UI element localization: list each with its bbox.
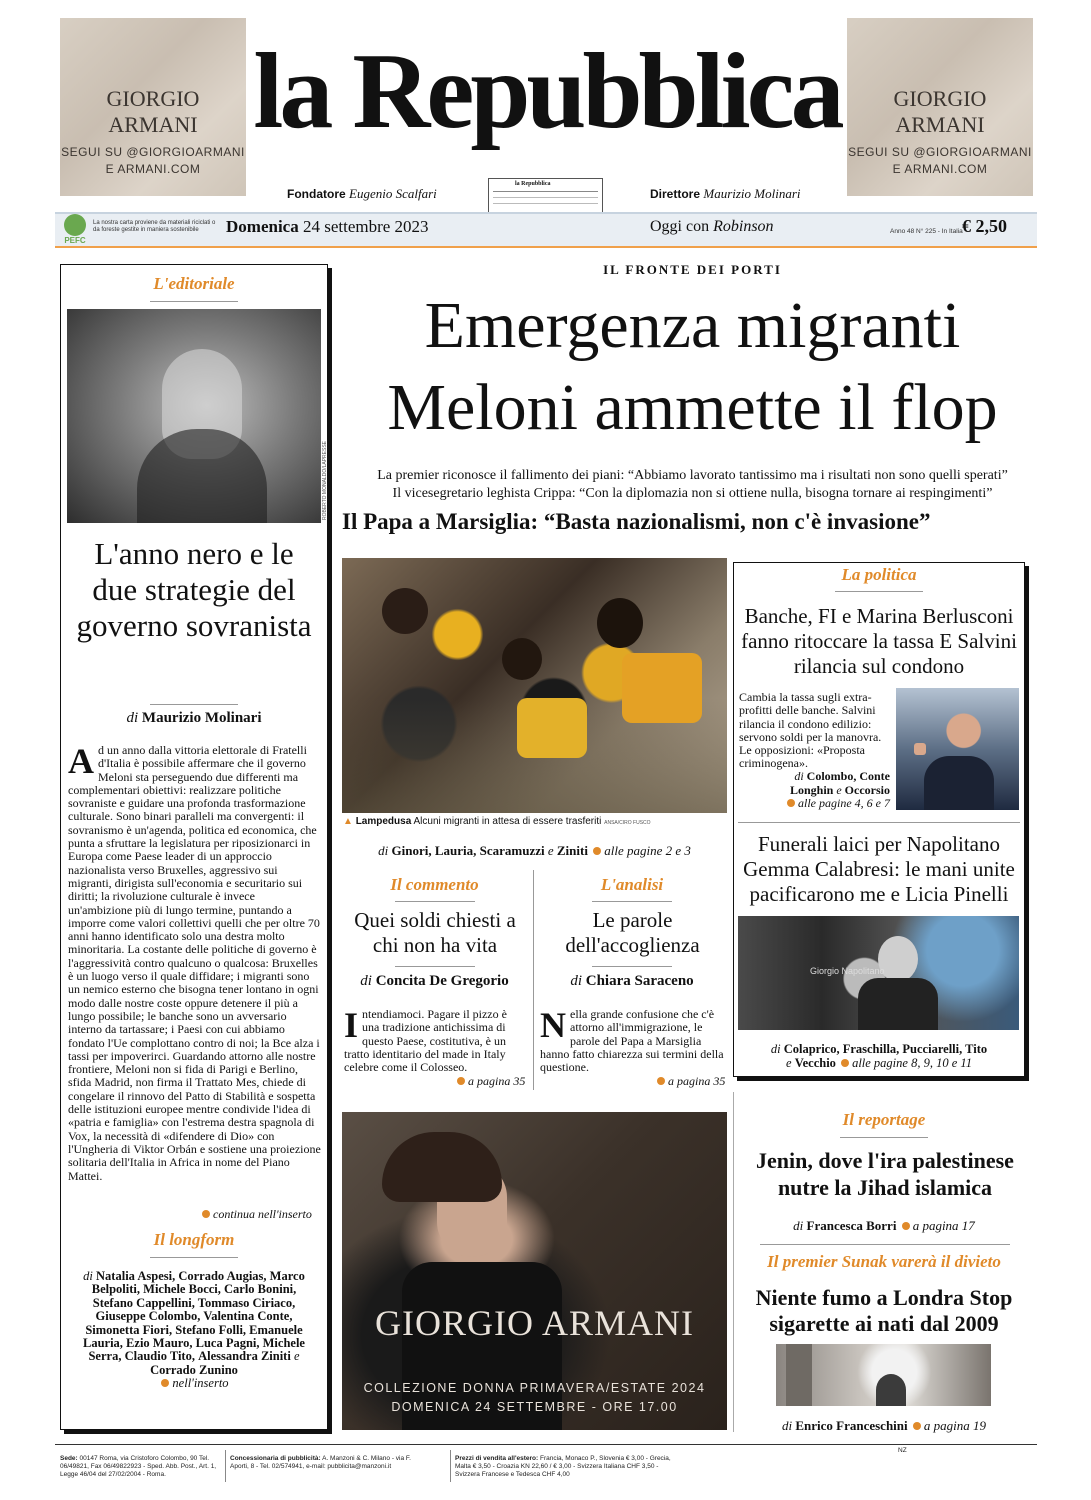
politica-body: Cambia la tassa sugli extra-profitti delle banche. Salvini rilancia il condono edilizio: servono soldi per la manovra. Le opposizioni: «Proposta criminogena». [739, 690, 882, 771]
ad-line: E ARMANI.COM [105, 162, 201, 176]
commento-page[interactable]: a pagina 35 [455, 1074, 525, 1089]
column-divider [533, 870, 534, 1090]
today-with: Oggi con Robinson [650, 218, 774, 235]
ad-brand: GIORGIO ARMANI [106, 86, 200, 137]
sunak-headline[interactable]: Niente fumo a Londra Stop sigarette ai nati dal 2009 [755, 1285, 1013, 1336]
analisi-page[interactable]: a pagina 35 [655, 1074, 725, 1089]
commento-category: Il commento [390, 875, 479, 894]
ad-line: COLLEZIONE DONNA PRIMAVERA/ESTATE 2024 [363, 1381, 706, 1395]
lead-headline-2[interactable]: Meloni ammette il flop [387, 371, 998, 444]
sunak-byline[interactable]: di Enrico Franceschini a pagina 19 [781, 1418, 987, 1433]
issue-date [226, 217, 429, 237]
footer-col-pubblicita: Concessionaria di pubblicità: A. Manzoni & C. Milano - via F. Aporti, 8 - Tel. 02/574941, e-mail: pubblicita@manzoni.it [230, 1455, 411, 1470]
funerali-headline[interactable]: Funerali laici per Napolitano Gemma Calabresi: le mani unite pacificarono me e Licia Pinelli [743, 832, 1015, 906]
lead-summary-2: Il vicesegretario leghista Crippa: “Con la diplomazia non si ottiene nulla, bisogna tornare ai respingimenti” [392, 486, 993, 501]
editorial-headline: L'anno nero e le due strategie del governo sovranista [76, 536, 312, 643]
commento-headline[interactable]: Quei soldi chiesti a chi non ha vita [354, 908, 516, 957]
editorial-continue[interactable]: continua nell'inserto [200, 1207, 312, 1222]
meloni-photo [67, 309, 321, 523]
director-label: Direttore [650, 187, 701, 201]
politica-category: La politica [841, 565, 917, 584]
lead-byline[interactable]: di Ginori, Lauria, Scaramuzzi e Ziniti alle pagine 2 e 3 [378, 843, 691, 858]
paper-note: La nostra carta proviene da materiali riciclati o da foreste gestite in maniera sostenibile [93, 220, 216, 233]
ad-brand: GIORGIO ARMANI [893, 86, 987, 137]
footer-code: NZ [898, 1447, 907, 1454]
founder-line [287, 186, 437, 202]
reportage-byline[interactable]: di Francesca Borri a pagina 17 [793, 1218, 975, 1233]
longform-byline: di Natalia Aspesi, Corrado Augias, Marco Belpoliti, Michele Bocci, Carlo Bonini, Stefano Cappellini, Tommaso Ciriaco, Giuseppe Colombo, Valentina Conte, Simonetta Fiori, Stefano Folli, Emanuele Lauria, Ezio Mauro, Luca Pagni, Michele Serra, Claudio Tito, Alessandra Ziniti e Corrado Zunino nell'inserto [83, 1269, 305, 1391]
issue-info: Anno 48 N° 225 - In Italia [890, 228, 963, 235]
analisi-byline: di Chiara Saraceno [570, 973, 694, 989]
analisi-headline[interactable]: Le parole dell'accoglienza [565, 908, 700, 957]
lampedusa-photo [342, 558, 727, 813]
salvini-photo [896, 688, 1019, 810]
ad-line: E ARMANI.COM [892, 162, 988, 176]
bullet-icon [787, 799, 795, 807]
lead-photo-caption: ▲ Lampedusa Alcuni migranti in attesa di essere trasferiti ANSA/CIRO FUSCO [343, 816, 651, 827]
analisi-body: Nella grande confusione che c'è attorno all'immigrazione, le parole del Papa a Marsiglia hanno fatto chiarezza sui termini della questione. [540, 1005, 724, 1075]
caption-triangle-icon: ▲ [343, 816, 353, 827]
commento-byline: di Concita De Gregorio [360, 973, 509, 989]
bullet-icon [593, 847, 601, 855]
reportage-category: Il reportage [842, 1110, 926, 1129]
column-divider [733, 1092, 734, 1432]
editorial-category: L'editoriale [153, 274, 235, 293]
lead-subhead[interactable]: Il Papa a Marsiglia: “Basta nazionalismi, non c'è invasione” [342, 509, 931, 534]
analisi-category: L'analisi [600, 875, 664, 894]
bullet-icon [902, 1222, 910, 1230]
bullet-icon [841, 1059, 849, 1067]
bullet-icon [657, 1077, 665, 1085]
footer-col-prezzi: Prezzi di vendita all'estero: Francia, Monaco P., Slovenia € 3,00 - Grecia, Malta € 3,50 - Croazia KN 22,60 / € 3,00 - Svizzera Italiana CHF 3,50 - Svizzera Francese e Tedesca CHF 4,00 [455, 1455, 671, 1478]
politica-byline[interactable]: di Colombo, Conte Longhin e Occorsio alle pagine 4, 6 e 7 [770, 770, 890, 811]
ad-line: DOMENICA 24 SETTEMBRE - ORE 17.00 [391, 1400, 678, 1414]
napolitano-photo-caption: Giorgio Napolitano [810, 966, 885, 976]
bullet-icon [161, 1379, 169, 1387]
photo-credit: ROBERTO MONALDO/LAPRESSE [322, 440, 328, 520]
pefc-logo [60, 214, 90, 246]
footer-col-sede: Sede: 00147 Roma, via Cristoforo Colombo, 90 Tel. 06/49821, Fax 06/49822923 - Sped. Abb. Post., Art. 1, Legge 46/04 del 27/02/2004 - Roma. [60, 1455, 217, 1478]
lead-kicker: IL FRONTE DEI PORTI [603, 262, 782, 277]
director-line [650, 186, 801, 202]
ad-line: SEGUI SU @GIORGIOARMANI [61, 145, 245, 159]
date: 24 settembre 2023 [302, 217, 429, 236]
pefc-tree-icon [64, 214, 86, 236]
masthead-title[interactable]: la Repubblica [253, 32, 841, 151]
bullet-icon [457, 1077, 465, 1085]
armani-ad-right[interactable] [847, 18, 1033, 196]
napolitano-photo [738, 916, 1019, 1030]
funerali-byline[interactable]: di Colaprico, Fraschilla, Pucciarelli, Tito e Vecchio alle pagine 8, 9, 10 e 11 [770, 1042, 988, 1070]
armani-ad-bottom[interactable] [342, 1112, 727, 1430]
weekday: Domenica [226, 217, 299, 236]
sunak-category: Il premier Sunak varerà il divieto [767, 1252, 1001, 1271]
price: € 2,50 [962, 216, 1007, 236]
dropcap: A [68, 741, 94, 781]
founder-name: Eugenio Scalfari [349, 186, 437, 201]
commento-body: Intendiamoci. Pagare il pizzo è una tradizione antichissima di questo Paese, costitutiva, è un tratto identitario del made in Italy celebre come il Colosseo. [344, 1005, 507, 1075]
thumb-title: la Repubblica [515, 181, 551, 187]
lead-headline-1[interactable]: Emergenza migranti [424, 289, 961, 362]
politica-headline[interactable]: Banche, FI e Marina Berlusconi fanno ritoccare la tassa E Salvini rilancia sul condono [741, 604, 1017, 678]
director-name: Maurizio Molinari [703, 186, 801, 201]
founder-label: Fondatore [287, 187, 346, 201]
pefc-label: PEFC [64, 236, 86, 245]
ad-line: SEGUI SU @GIORGIOARMANI [848, 145, 1032, 159]
armani-ad-left[interactable] [60, 18, 246, 196]
bullet-icon [202, 1210, 210, 1218]
reportage-headline[interactable]: Jenin, dove l'ira palestinese nutre la Jihad islamica [756, 1148, 1014, 1200]
longform-category: Il longform [153, 1230, 235, 1249]
editorial-body: Ad un anno dalla vittoria elettorale di Fratelli d'Italia è possibile affermare che il governo Meloni sta perseguendo due differenti ma complementari obiettivi: realizzare politiche sovraniste e guidare una profonda trasformazione culturale. Sono binari paralleli ma convergenti: il sovranismo è un'agenda, politica ed economica, che punta a sfruttare la legislatura per riposizionarci in Europa come Paese leader di un approccio nazionalista verso Bruxelles, aggressivo sui migranti, dirigista sull'economia e securitario sui diritti; la rivoluzione culturale è invece un'ambizione più di lungo termine, puntando a imporre come valori collettivi quelli che per oltre 70 anni hanno identificato solo una destra molto minoritaria. La costante delle politiche di governo è l'aggressività contro qualcuno o qualcosa: Bruxelles è un luogo verso il quale diffidare; i migranti sono un nemico esterno che bisogna tener lontano in ogni modo dalle nostre coste oppure detenere il più a lungo possibile; le banche sono un avversario interno da tartassare; i Paesi con cui abbiamo fondato l'Ue complottano contro di noi; la Bce alza i tassi per impoverirci. Guardando attorno alle nostre frontiere, Meloni non si fida di Parigi e Berlino, sfida Madrid, non firma il Trattato Mes, chiede di congelare il rinnovo del Patto di Stabilità e sospetta delle istituzioni europee mentre condivide l'idea di «patria e famiglia» con l'estrema destra spagnola di Vox, la necessità di «difendere di Dio» con l'Ungheria di Viktor Orbán e sostiene una proiezione solitaria dell'Italia in Africa in nome del Piano Mattei. [68, 741, 321, 1183]
ad-brand: GIORGIO ARMANI [375, 1303, 694, 1343]
editorial-byline: di Maurizio Molinari [126, 710, 262, 726]
lead-summary-1: La premier riconosce il fallimento dei piani: “Abbiamo lavorato tantissimo ma i risultati non sono quelli sperati” [377, 468, 1008, 483]
smoke-photo [776, 1344, 991, 1406]
footer-rule [55, 1444, 1037, 1445]
bullet-icon [913, 1422, 921, 1430]
